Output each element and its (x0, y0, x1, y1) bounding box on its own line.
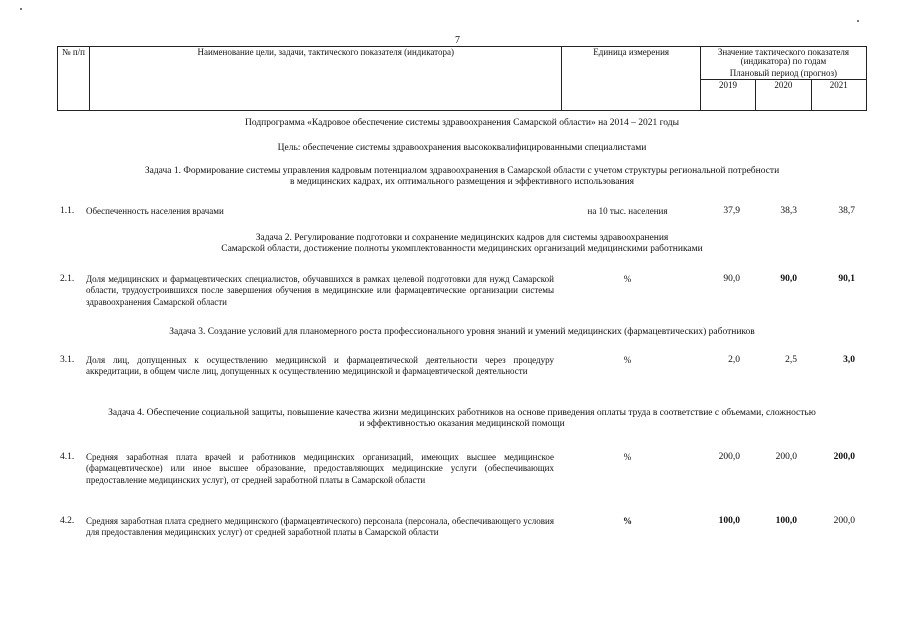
task-1-title-line-2: в медицинских кадрах, их оптимального размещения и эффективного использования (289, 177, 635, 188)
header-year-2: 2020 (756, 80, 811, 111)
row-number: 2.1. (60, 274, 75, 284)
row-value-2021: 200,0 (833, 516, 855, 526)
task-2-title-line-1: Задача 2. Регулирование подготовки и сохранение медицинских кадров для системы здравоохранения (255, 233, 669, 243)
row-value-2020: 200,0 (775, 452, 797, 462)
row-value-2019: 37,9 (723, 206, 740, 216)
header-name: Наименование цели, задачи, тактического показателя (индикатора) (90, 47, 562, 111)
header-period: Плановый период (прогноз) (700, 68, 866, 80)
row-value-2021: 3,0 (843, 355, 855, 365)
task-2-title-line-2: Самарской области, достижение полноты укомплектованности медицинских организаций медицинскими работниками (221, 244, 703, 255)
table-header (57, 46, 867, 111)
row-value-2019: 100,0 (718, 516, 740, 526)
page-number: 7 (455, 35, 460, 46)
task-4-title (57, 408, 867, 431)
subprogram-title: Подпрограмма «Кадровое обеспечение системы здравоохранения Самарской области» на 2014 – 2021 годы (245, 118, 679, 128)
row-value-2021: 90,1 (838, 274, 855, 284)
task-2-title (57, 233, 867, 256)
task-4-title-line-2: и эффективностью оказания медицинской помощи (359, 419, 565, 430)
row-value-2019: 90,0 (723, 274, 740, 284)
row-description: Обеспеченность населения врачами (86, 206, 224, 216)
row-unit: % (623, 516, 632, 526)
row-value-2020: 2,5 (785, 355, 797, 365)
header-value-title: Значение тактического показателя (индикатора) по годам (700, 47, 866, 68)
row-value-2019: 2,0 (728, 355, 740, 365)
task-1-title (57, 166, 867, 189)
row-number: 1.1. (60, 206, 75, 216)
row-unit: % (623, 355, 632, 365)
task-4-title-line-1: Задача 4. Обеспечение социальной защиты, повышение качества жизни медицинских работников на основе приведения оплаты труда в соответствие с объемами, сложностью (108, 408, 816, 418)
row-description: Доля медицинских и фармацевтических специалистов, обучавшихся в рамках целевой подготовки для нужд Самарской области, трудоустроившихся после завершения обучения в медицинские или фармацевтические организации системы здравоохранения Самарской области (86, 274, 554, 307)
row-description: Доля лиц, допущенных к осуществлению медицинской и фармацевтической деятельности через процедуру аккредитации, в общем числе лиц, допущенных к осуществлению медицинской и фармацевтической деятельности (86, 355, 554, 377)
header-year-1: 2019 (700, 80, 755, 111)
row-value-2021: 200,0 (833, 452, 855, 462)
scan-speck (20, 8, 22, 10)
row-number: 4.2. (60, 516, 75, 526)
task-1-title-line-1: Задача 1. Формирование системы управления кадровым потенциалом здравоохранения в Самарской области с учетом структуры региональной потребности (144, 166, 780, 176)
row-value-2021: 38,7 (838, 206, 855, 216)
header-unit: Единица измерения (562, 47, 700, 111)
task-3-title: Задача 3. Создание условий для планомерного роста профессионального уровня знаний и умений медицинских (фармацевтических) работников (169, 327, 755, 337)
row-description: Средняя заработная плата среднего медицинского (фармацевтического) персонала (персонала, обеспечивающего условия для предоставления медицинских услуг) от средней заработной платы в Самарской области (86, 516, 554, 538)
row-value-2020: 100,0 (775, 516, 797, 526)
row-value-2019: 200,0 (718, 452, 740, 462)
goal-title: Цель: обеспечение системы здравоохранения высококвалифицированными специалистами (277, 143, 647, 153)
row-description: Средняя заработная плата врачей и работников медицинских организаций, имеющих высшее медицинское (фармацевтическое) или иное высшее образование, предоставляющих медицинские услуги (обеспечивающих предоставление медицинских услуг), от средней заработной платы в Самарской области (86, 452, 554, 485)
row-value-2020: 90,0 (780, 274, 797, 284)
row-value-2020: 38,3 (780, 206, 797, 216)
scan-speck (857, 20, 859, 22)
row-unit: % (623, 274, 632, 284)
row-unit: % (623, 452, 632, 462)
header-no: № п/п (58, 47, 90, 111)
row-unit: на 10 тыс. населения (587, 206, 668, 216)
row-number: 3.1. (60, 355, 75, 365)
header-year-3: 2021 (811, 80, 866, 111)
row-number: 4.1. (60, 452, 75, 462)
